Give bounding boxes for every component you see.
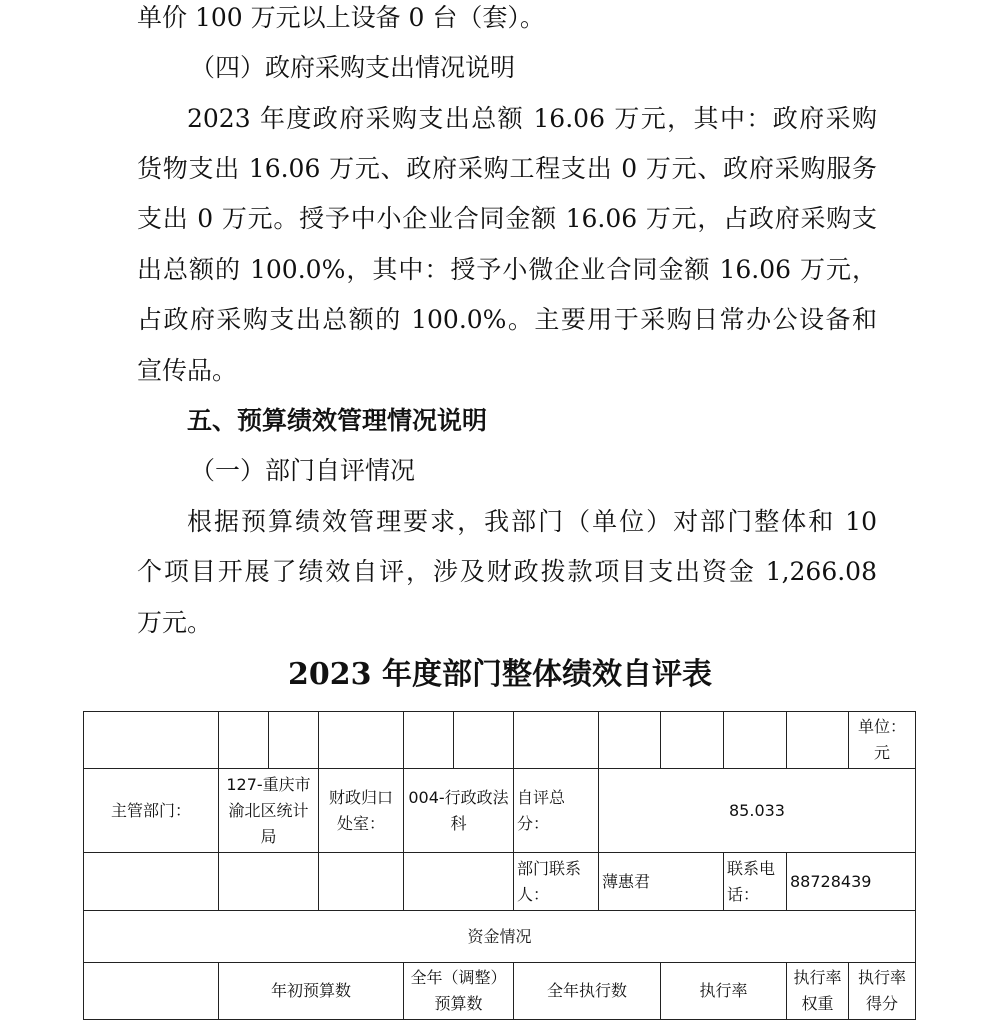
paragraph-line: 2023 年度政府采购支出总额 16.06 万元，其中：政府采购 <box>187 104 877 133</box>
paragraph-line: 个项目开展了绩效自评，涉及财政拨款项目支出资金 1,266.08 <box>137 557 877 586</box>
table-row <box>84 963 916 1020</box>
paragraph-line: 宣传品。 <box>137 356 238 385</box>
paragraph-line: 单价 100 万元以上设备 0 台（套）。 <box>137 3 545 32</box>
dept-value: 127-重庆市渝北区统计局 <box>219 769 319 853</box>
section-heading-4: （四）政府采购支出情况说明 <box>190 53 516 82</box>
paragraph-line: 占政府采购支出总额的 100.0%。主要用于采购日常办公设备和 <box>137 305 877 334</box>
paragraph-line: 货物支出 16.06 万元、政府采购工程支出 0 万元、政府采购服务 <box>137 154 877 183</box>
table-title: 2023 年度部门整体绩效自评表 <box>288 657 712 692</box>
contact-value: 薄惠君 <box>599 853 724 911</box>
paragraph-line: 万元。 <box>137 608 213 637</box>
performance-table <box>83 711 916 1020</box>
paragraph-line: 根据预算绩效管理要求，我部门（单位）对部门整体和 10 <box>187 507 877 536</box>
paragraph-line: 出总额的 100.0%，其中：授予小微企业合同金额 16.06 万元， <box>137 255 877 284</box>
unit-label: 单位：元 <box>849 712 916 769</box>
table-row <box>84 853 916 911</box>
table-row <box>84 769 916 853</box>
office-value: 004-行政政法科 <box>404 769 514 853</box>
dept-label: 主管部门： <box>84 769 219 853</box>
phone-value: 88728439 <box>787 853 916 911</box>
section-heading-5: 五、预算绩效管理情况说明 <box>187 406 488 435</box>
col-score: 执行率得分 <box>849 963 916 1020</box>
office-label: 财政归口处室： <box>319 769 404 853</box>
table-row <box>84 911 916 963</box>
col-exec-rate: 执行率 <box>661 963 787 1020</box>
col-executed: 全年执行数 <box>514 963 661 1020</box>
paragraph-line: 支出 0 万元。授予中小企业合同金额 16.06 万元，占政府采购支 <box>137 204 877 233</box>
col-weight: 执行率权重 <box>787 963 849 1020</box>
score-value: 85.033 <box>599 769 916 853</box>
col-initial-budget: 年初预算数 <box>219 963 404 1020</box>
phone-label: 联系电话： <box>724 853 787 911</box>
col-adjusted-budget: 全年（调整）预算数 <box>404 963 514 1020</box>
table-row <box>84 712 916 769</box>
section-heading-5-1: （一）部门自评情况 <box>190 456 416 485</box>
contact-label: 部门联系人： <box>514 853 599 911</box>
score-label: 自评总分： <box>514 769 599 853</box>
funds-header: 资金情况 <box>84 911 916 963</box>
